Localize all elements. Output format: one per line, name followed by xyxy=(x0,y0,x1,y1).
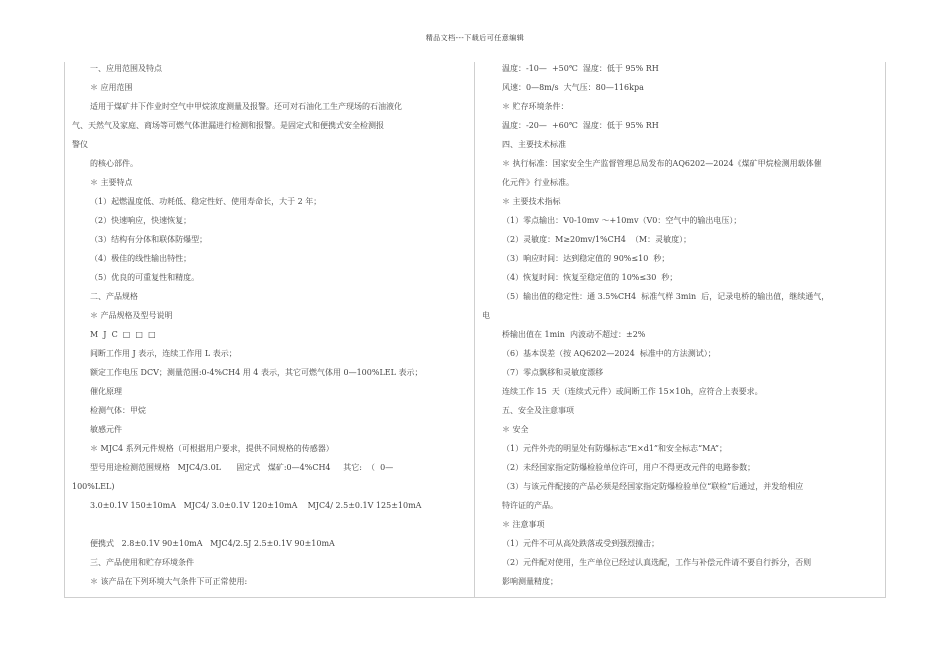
column-divider xyxy=(474,62,475,597)
text-line: ＊ 安全 xyxy=(502,425,529,434)
text-line: 特许证的产品。 xyxy=(502,501,558,510)
text-line: （1）元件不可从高处跌落或受到强烈撞击； xyxy=(502,539,660,548)
text-line: （5）优良的可重复性和精度。 xyxy=(90,273,200,282)
text-line: （6）基本误差（按 AQ6202—2024 标准中的方法测试）； xyxy=(502,349,716,358)
text-line: （2）灵敏度：M≥20mv/1%CH4 （M：灵敏度）； xyxy=(502,235,692,244)
text-line: 温度：-10— +50℃ 湿度：低于 95% RH xyxy=(502,64,659,73)
text-line: 影响测量精度； xyxy=(502,577,558,586)
text-line: 额定工作电压 DCV；测量范围:0-4%CH4 用 4 表示，其它可燃气体用 0—100%LEL 表示； xyxy=(90,368,423,377)
text-line: 三、产品使用和贮存环境条件 xyxy=(90,558,194,567)
text-line: ＊ 该产品在下列环境大气条件下可正常使用: xyxy=(90,577,248,586)
text-line: ＊ 注意事项 xyxy=(502,520,545,529)
text-line: （7）零点飘移和灵敏度漂移 xyxy=(502,368,604,377)
text-line: （3）响应时间：达到稳定值的 90%≤10 秒； xyxy=(502,254,670,263)
text-line: 的核心部件。 xyxy=(90,159,138,168)
text-line: 化元件》行业标准。 xyxy=(502,178,574,187)
text-line: 桥输出值在 1min 内波动不超过：±2% xyxy=(502,330,646,339)
text-line: 检测气体：甲烷 xyxy=(90,406,146,415)
text-line: （1）零点输出：V0-10mv ～+10mv（V0：空气中的输出电压）； xyxy=(502,216,742,225)
text-line: 一、应用范围及特点 xyxy=(90,64,162,73)
text-line: 五、安全及注意事项 xyxy=(502,406,574,415)
text-line: 适用于煤矿井下作业时空气中甲烷浓度测量及报警。还可对石油化工生产现场的石油液化 xyxy=(90,102,402,111)
text-line: 气、天然气及家庭、商场等可燃气体泄漏进行检测和报警。是固定式和便携式安全检测报 xyxy=(72,121,384,130)
text-line: 3.0±0.1V 150±10mA MJC4/ 3.0±0.1V 120±10mA MJC4/ 2.5±0.1V 125±10mA xyxy=(90,501,422,510)
text-line: 便携式 2.8±0.1V 90±10mA MJC4/2.5J 2.5±0.1V 90±10mA xyxy=(90,539,335,548)
text-line: 警仪 xyxy=(72,140,88,149)
text-line: 风速：0—8m/s 大气压：80—116kpa xyxy=(502,83,644,92)
text-line: （4）恢复时间：恢复至稳定值的 10%≤30 秒； xyxy=(502,273,678,282)
text-line: （2）元件配对使用，生产单位已经过认真选配，工作与补偿元件请不要自行拆分，否则 xyxy=(502,558,812,567)
text-line: 型号用途检测范围规格 MJC4/3.0L 固定式 煤矿:0—4%CH4 其它: （ 0— xyxy=(90,463,394,472)
text-line: 催化原理 xyxy=(90,387,122,396)
text-line: 电 xyxy=(482,311,490,320)
text-line: ＊ 产品规格及型号说明 xyxy=(90,311,173,320)
page-frame xyxy=(64,62,886,598)
text-line: ＊ MJC4 系列元件规格（可根据用户要求，提供不同规格的传感器） xyxy=(90,444,334,453)
text-line: M J C □ □ □ xyxy=(90,330,156,339)
text-line: ＊ 主要技术指标 xyxy=(502,197,561,206)
text-line: （3）结构有分体和联体防爆型； xyxy=(90,235,208,244)
text-line: 温度：-20— +60℃ 湿度：低于 95% RH xyxy=(502,121,659,130)
text-line: ＊ 贮存环境条件： xyxy=(502,102,569,111)
text-line: ＊ 主要特点 xyxy=(90,178,133,187)
text-line: 敏感元件 xyxy=(90,425,122,434)
text-line: （4）极佳的线性输出特性； xyxy=(90,254,192,263)
page-header: 精品文档---下载后可任意编辑 xyxy=(425,34,525,42)
text-line: （3）与该元件配接的产品必须是经国家指定防爆检验单位“联检”后通过，并发给相应 xyxy=(502,482,804,491)
text-line: （5）输出值的稳定性：通 3.5%CH4 标准气样 3min 后，记录电桥的输出值，继续通气， xyxy=(502,292,830,301)
text-line: 连续工作 15 天（连续式元件）或间断工作 15×10h，应符合上表要求。 xyxy=(502,387,763,396)
text-line: （1）起燃温度低、功耗低、稳定性好、使用寿命长，大于 2 年； xyxy=(90,197,322,206)
text-line: 间断工作用 J 表示，连续工作用 L 表示； xyxy=(90,349,237,358)
text-line: 100%LEL) xyxy=(72,482,115,491)
text-line: （2）快速响应，快速恢复； xyxy=(90,216,192,225)
text-line: （2）未经国家指定防爆检验单位许可，用户不得更改元件的电路参数； xyxy=(502,463,756,472)
text-line: ＊ 应用范围 xyxy=(90,83,133,92)
text-line: ＊ 执行标准：国家安全生产监督管理总局发布的AQ6202—2024《煤矿甲烷检测用载体催 xyxy=(502,159,822,168)
text-line: 二、产品规格 xyxy=(90,292,138,301)
text-line: （1）元件外壳的明显处有防爆标志“E×d1”和安全标志“MA”； xyxy=(502,444,727,453)
text-line: 四、主要技术标准 xyxy=(502,140,566,149)
